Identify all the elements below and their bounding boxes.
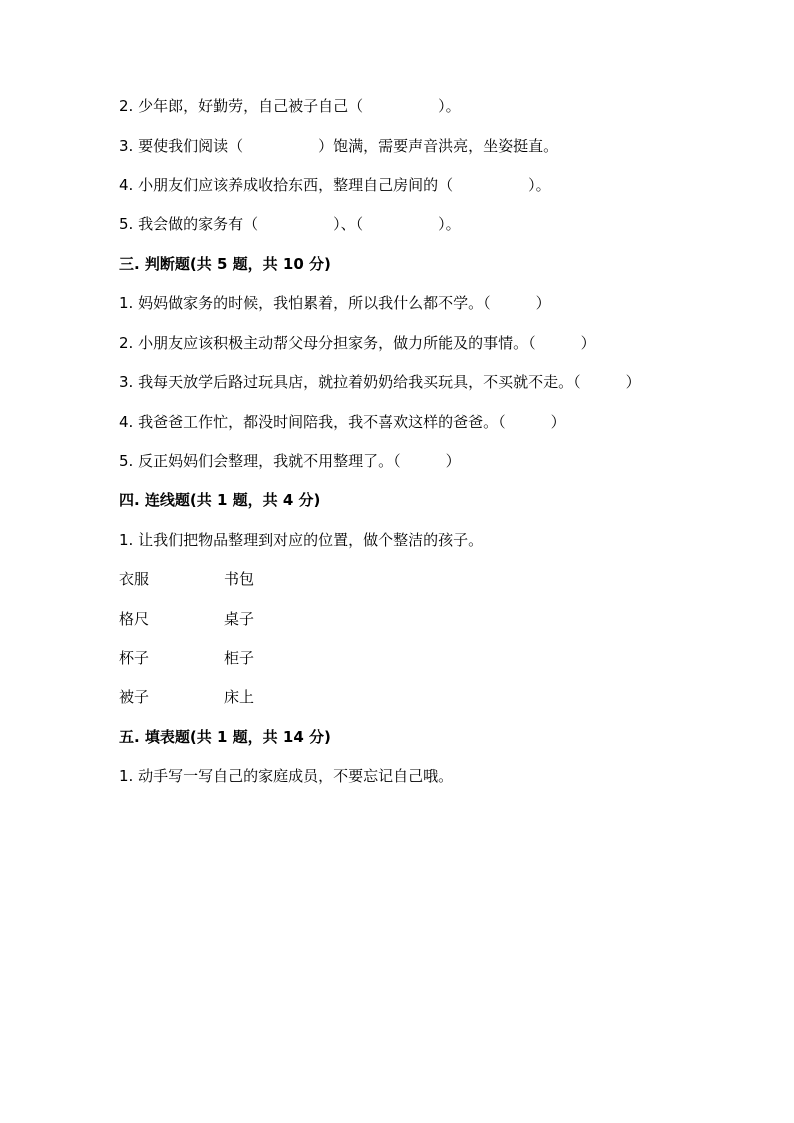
matching-section-heading: 四. 连线题(共 1 题，共 4 分) bbox=[119, 491, 321, 509]
fill-blank-question-2: 2. 少年郎，好勤劳，自己被子自己（ ）。 bbox=[119, 97, 461, 115]
judge-question-2: 2. 小朋友应该积极主动帮父母分担家务，做力所能及的事情。（ ） bbox=[119, 334, 596, 352]
fill-blank-question-3: 3. 要使我们阅读（ ）饱满，需要声音洪亮，坐姿挺直。 bbox=[119, 137, 559, 155]
matching-right-item: 书包 bbox=[224, 570, 255, 588]
matching-right-item: 柜子 bbox=[224, 649, 255, 667]
fill-blank-question-4: 4. 小朋友们应该养成收拾东西，整理自己房间的（ ）。 bbox=[119, 176, 551, 194]
judge-question-1: 1. 妈妈做家务的时候，我怕累着，所以我什么都不学。（ ） bbox=[119, 294, 551, 312]
judge-question-5: 5. 反正妈妈们会整理，我就不用整理了。（ ） bbox=[119, 452, 461, 470]
table-fill-question-1: 1. 动手写一写自己的家庭成员，不要忘记自己哦。 bbox=[119, 767, 454, 785]
matching-right-item: 床上 bbox=[224, 688, 255, 706]
judge-question-3: 3. 我每天放学后路过玩具店，就拉着奶奶给我买玩具，不买就不走。（ ） bbox=[119, 373, 641, 391]
matching-left-item: 被子 bbox=[119, 688, 150, 706]
matching-left-item: 格尺 bbox=[119, 610, 150, 628]
fill-blank-question-5: 5. 我会做的家务有（ ）、（ ）。 bbox=[119, 215, 461, 233]
table-fill-section-heading: 五. 填表题(共 1 题，共 14 分) bbox=[119, 728, 331, 746]
judge-section-heading: 三. 判断题(共 5 题，共 10 分) bbox=[119, 255, 331, 273]
judge-question-4: 4. 我爸爸工作忙，都没时间陪我，我不喜欢这样的爸爸。（ ） bbox=[119, 413, 566, 431]
matching-right-item: 桌子 bbox=[224, 610, 255, 628]
matching-question-1: 1. 让我们把物品整理到对应的位置，做个整洁的孩子。 bbox=[119, 531, 484, 549]
matching-left-item: 衣服 bbox=[119, 570, 150, 588]
matching-left-item: 杯子 bbox=[119, 649, 150, 667]
